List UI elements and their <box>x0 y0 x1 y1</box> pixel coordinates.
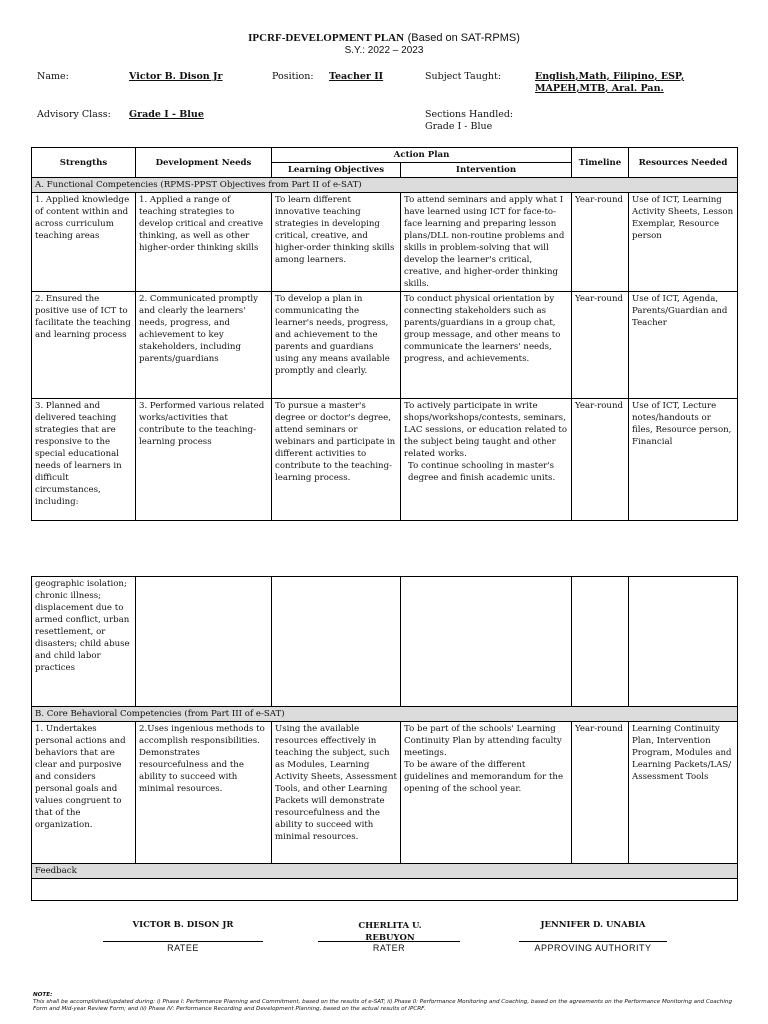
approving-signature-line <box>519 941 667 942</box>
objective-cell: To pursue a master's degree or doctor's degree, attend seminars or webinars and participate in different activities to contribute to the teaching-learning process. <box>272 399 401 521</box>
advisory-value: Grade I - Blue <box>129 109 204 120</box>
intervention-text-2: To continue schooling in master's degree and finish academic units. <box>408 461 556 483</box>
objective-cell: To develop a plan in communicating the learner's needs, progress, and achievement to the parents and guardians using any means available promptly and clearly. <box>272 292 401 399</box>
strength-cell: 3. Planned and delivered teaching strategies that are responsive to the special educational needs of learners in difficult circumstances, including: <box>32 399 136 521</box>
timeline-cell: Year-round <box>572 399 629 521</box>
timeline-cell: Year-round <box>572 193 629 292</box>
note-text: This shall be accomplished/updated during: i) Phase I: Performance Planning and Commitment, based on the results of e-SAT; ii) Phase II: Performance Monitoring and Coaching, based on the agreements on the Performance Monitoring and Coaching Form and Mid-year Review Form; and iii) Phase IV: Performance Recording and Development Planning, based on the actual results of IPCRF. <box>33 999 732 1012</box>
subject-label: Subject Taught: <box>425 71 502 82</box>
need-cell: 2. Communicated promptly and clearly the learners' needs, progress, and achievement to key stakeholders, including parents/guardians <box>136 292 272 399</box>
intervention-text: To be part of the schools' Learning Continuity Plan by attending faculty meetings. <box>404 724 562 758</box>
objective-cell: To learn different innovative teaching strategies in developing critical, creative, and higher-order thinking skills among learners. <box>272 193 401 292</box>
empty-cell <box>572 577 629 707</box>
name-value: Victor B. Dison Jr <box>129 71 223 82</box>
strength-cell: 1. Undertakes personal actions and behaviors that are clear and purposive and considers personal goals and values congruent to that of the organization. <box>32 722 136 864</box>
title-main: IPCRF-DEVELOPMENT PLAN <box>248 32 405 44</box>
header-resources: Resources Needed <box>629 148 738 178</box>
resources-cell: Use of ICT, Lecture notes/handouts or files, Resource person, Financial <box>629 399 738 521</box>
section-b-heading: B. Core Behavioral Competencies (from Part III of e-SAT) <box>32 707 738 722</box>
sections-value: Grade I - Blue <box>425 121 493 132</box>
need-cell: 2.Uses ingenious methods to accomplish responsibilities. Demonstrates resourcefulness and the ability to succeed with minimal resources. <box>136 722 272 864</box>
header-intervention: Intervention <box>401 163 572 178</box>
intervention-cell <box>401 399 572 521</box>
approving-authority-role: APPROVING AUTHORITY <box>534 943 652 953</box>
resources-cell: Use of ICT, Agenda, Parents/Guardian and Teacher <box>629 292 738 399</box>
objective-cell: Using the available resources effectively in teaching the subject, such as Modules, Learning Activity Sheets, Assessment Tools, and other Learning Packets will demonstrate resourcefulness and the ability to succeed with minimal resources. <box>272 722 401 864</box>
rater-role: RATER <box>372 943 406 953</box>
rater-signature-line <box>318 941 460 942</box>
table-row <box>32 292 738 399</box>
intervention-cell: To attend seminars and apply what I have learned using ICT for face-to-face learning and preparing lesson plans/DLL non-routine problems and skills in problem-solving that will develop the learner's critical, creative, and higher-order thinking skills. <box>401 193 572 292</box>
table-row <box>32 577 738 707</box>
intervention-text-2: To be aware of the different guidelines and memorandum for the opening of the school year. <box>404 760 564 794</box>
note-label: NOTE: <box>33 992 53 998</box>
intervention-cell: To conduct physical orientation by connecting stakeholders such as parents/guardians in a group chat, group message, and other means to communicate the learners' needs, progress, and achievements. <box>401 292 572 399</box>
need-cell: 1. Applied a range of teaching strategies to develop critical and creative thinking, as well as other higher-order thinking skills <box>136 193 272 292</box>
resources-cell: Learning Continuity Plan, Intervention Program, Modules and Learning Packets/LAS/ Assessment Tools <box>629 722 738 864</box>
empty-cell <box>272 577 401 707</box>
approving-authority-name: JENNIFER D. UNABIA <box>540 920 646 930</box>
empty-cell <box>136 577 272 707</box>
position-value: Teacher II <box>329 71 384 82</box>
need-cell: 3. Performed various related works/activities that contribute to the teaching-learning process <box>136 399 272 521</box>
strength-cell: 1. Applied knowledge of content within and across curriculum teaching areas <box>32 193 136 292</box>
school-year: S.Y.: 2022 – 2023 <box>344 45 424 56</box>
strength-cell: 2. Ensured the positive use of ICT to facilitate the teaching and learning process <box>32 292 136 399</box>
header-timeline: Timeline <box>572 148 629 178</box>
header-strengths: Strengths <box>32 148 136 178</box>
name-label: Name: <box>37 71 69 82</box>
ratee-role: RATEE <box>167 943 199 953</box>
ratee-name: VICTOR B. DISON JR <box>132 920 234 930</box>
document-title <box>0 31 768 45</box>
development-plan-table <box>31 147 738 521</box>
ratee-signature-line <box>103 941 263 942</box>
title-sub: (Based on SAT-RPMS) <box>407 32 520 44</box>
strength-continued-cell: geographic isolation; chronic illness; displacement due to armed conflict, urban resettlement, or disasters; child abuse and child labor practices <box>32 577 136 707</box>
header-development-needs: Development Needs <box>136 148 272 178</box>
empty-cell <box>629 577 738 707</box>
sections-label: Sections Handled: <box>425 109 514 120</box>
table-row <box>32 722 738 864</box>
intervention-text: To actively participate in write shops/workshops/contests, seminars, LAC sessions, or education related to the subject being taught and other related works. <box>404 401 568 459</box>
empty-cell <box>401 577 572 707</box>
resources-cell: Use of ICT, Learning Activity Sheets, Lesson Exemplar, Resource person <box>629 193 738 292</box>
timeline-cell: Year-round <box>572 722 629 864</box>
feedback-heading: Feedback <box>32 864 738 879</box>
subject-value-1: English,Math, Filipino, ESP, <box>535 71 685 82</box>
advisory-label: Advisory Class: <box>37 109 111 120</box>
intervention-cell <box>401 722 572 864</box>
feedback-box <box>32 879 738 901</box>
development-plan-table-continued <box>31 576 738 901</box>
section-a-heading: A. Functional Competencies (RPMS-PPST Objectives from Part II of e-SAT) <box>32 178 738 193</box>
subject-value-2: MAPEH,MTB, Aral. Pan. <box>535 83 664 94</box>
header-learning-objectives: Learning Objectives <box>272 163 401 178</box>
position-label: Position: <box>272 71 314 82</box>
table-row <box>32 193 738 292</box>
timeline-cell: Year-round <box>572 292 629 399</box>
header-action-plan: Action Plan <box>272 148 572 163</box>
rater-name: CHERLITA U. REBUYON <box>358 921 422 943</box>
table-row <box>32 399 738 521</box>
